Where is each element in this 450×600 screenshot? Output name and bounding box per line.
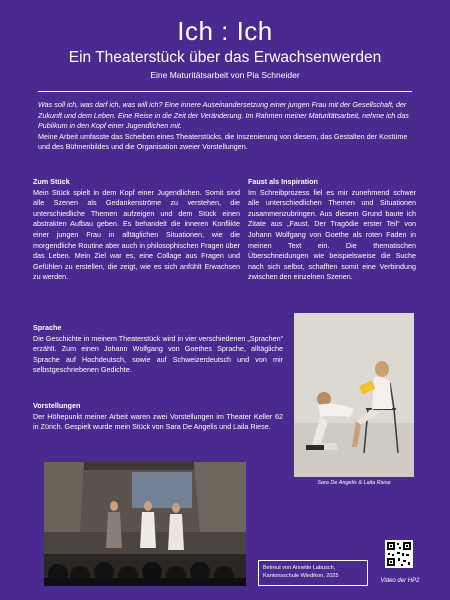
section-body: Mein Stück spielt in dem Kopf einer Jugendlichen. Somit sind alle Szenen als Gedankenströme zu verstehen, die unterschiedliche Themen aufzeigen und dem Stück einen abstrakten Aufbau geben. Es behandelt die inneren Konflikte einer jungen Frau in alltäglichen Situationen, wie die morgendliche Routine aber auch in philosophischen Fragen über das Leben. Mein Ziel war es, eine Collage aus Fragen und Gefühlen zu erstellen, die zeigt, wie es sich anfühlt Erwachsen zu werden. [33,187,240,282]
section-heading: Zum Stück [33,177,70,186]
intro-rest: Meine Arbeit umfasste das Scheiben eines Theaterstücks, die Inszenierung von diesem, das Gestalten der Kostüme und des Bühnenbildes und die Organisation zweier Vorstellungen. [38,131,408,152]
qr-label: Video der HP2 [380,578,420,584]
performers-photo [294,313,414,477]
section-heading: Vorstellungen [33,401,81,410]
section-body: Im Schreibprozess fiel es mir zunehmend schwer alle unterschiedlichen Themen und Situationen zusammenzubringen. Aus diesem Grund baute ich Zitate aus „Faust. Der Tragödie erster Teil“ von Johann Wolfgang von Goethe als roten Faden in meinen Text ein. Die thematischen Überschneidungen wie beispielsweise die Suche nach sich selbst, schafften somit eine Verbindung zwischen den einzelnen Szenen. [248,187,416,282]
intro-lead: Was soll ich, was darf ich, was will ich? Eine innere Auseinandersetzung einer jungen Frau mit der Gesellschaft, der Zukunft und dem Leben. Eine Reise in die Zeit der Veränderung. Im Rahmen meiner Maturitätsarbeit, nehme ich das Publikum in den Kopf einer Jugendlichen mit. [38,100,409,131]
section-zum-stueck [33,177,240,283]
intro-text [38,100,412,153]
section-heading: Faust als Inspiration [248,177,318,186]
section-vorstellungen [33,401,283,433]
credit-line-1: Betreut von Annette Labusch, [263,565,336,571]
section-sprache [33,323,283,376]
qr-code[interactable] [385,540,413,568]
photo-caption: Sara De Angelis & Laila Riese [317,480,391,486]
divider [38,91,412,92]
page-title: Ich : Ich [177,16,273,46]
section-body: Der Höhepunkt meiner Arbeit waren zwei Vorstellungen im Theater Keller 62 in Zürich. Gespielt wurde mein Stück von Sara De Angelis und Laila Riese. [33,411,283,432]
credit-box [258,560,368,586]
byline: Eine Maturitätsarbeit von Pia Schneider [150,70,300,80]
section-faust-inspiration [248,177,416,283]
credit-line-2: Kantonsschule Wiedikon, 2025 [263,573,339,579]
section-heading: Sprache [33,323,62,332]
stage-photo [44,462,246,586]
section-body: Die Geschichte in meinem Theaterstück wird in vier verschiedenen „Sprachen“ erzählt. Zum einen Johann Wolfgang von Goethes Sprache, alltägliche Sprache auf Hochdeutsch, sowie auf Schweizerdeutsch und von mir selbstgeschriebenen Gedichte. [33,333,283,375]
page-subtitle: Ein Theaterstück über das Erwachsenwerden [68,49,382,66]
